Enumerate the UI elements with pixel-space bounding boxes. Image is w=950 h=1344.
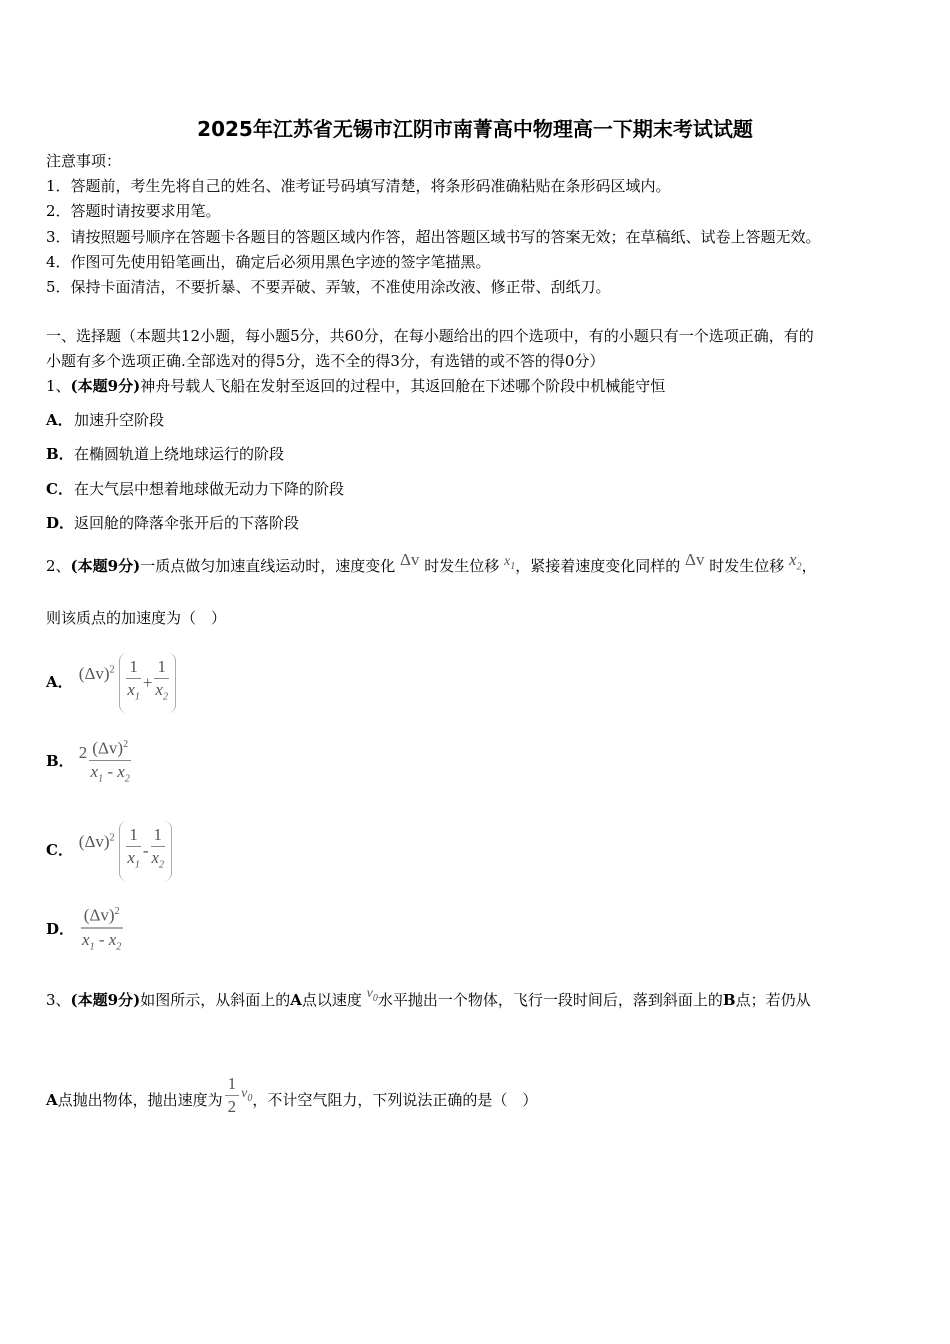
q-stem: ，紧接着速度变化同样的 <box>515 557 681 575</box>
math-dv: Δv <box>685 550 705 569</box>
option-label: B． <box>46 445 74 463</box>
q-stem: 如图所示，从斜面上的 <box>140 991 291 1009</box>
q-stem: 水平抛出一个物体，飞行一段时间后，落到斜面上的 <box>377 991 723 1009</box>
question-3-cont <box>46 1070 537 1130</box>
note-item: 1．答题前，考生先将自己的姓名、准考证号码填写清楚，将条形码准确粘贴在条形码区域内。 <box>46 177 671 195</box>
page-title: 2025年江苏省无锡市江阴市南菁高中物理高一下期末考试试题 <box>197 117 753 141</box>
q-number: 3、 <box>46 991 71 1009</box>
q1-option-d <box>46 513 299 533</box>
section-instructions: 一、选择题（本题共12小题，每小题5分，共60分，在每小题给出的四个选项中，有的小题只有一个选项正确，有的 <box>46 327 814 345</box>
math-v0: $v_0$ <box>366 986 378 1004</box>
q-number: 1、 <box>46 377 71 395</box>
formula: $(\Delta v)^2$ <box>78 663 115 683</box>
q-stem: 点；若仍从 <box>735 991 811 1009</box>
formula: $(\Delta v)^2$ <box>78 831 115 851</box>
note-item: 5．保持卡面清洁，不要折暴、不要弄破、弄皱，不准使用涂改液、修正带、刮纸刀。 <box>46 278 611 296</box>
formula: 2 <box>78 743 88 762</box>
math-half: $\frac{1}{2}$ <box>225 1073 240 1118</box>
q2-option-a <box>46 648 176 708</box>
option-label: A． <box>46 672 73 691</box>
formula-fraction: $\frac{(\Delta v)^2}{x_1 - x_2}$ <box>81 901 123 958</box>
q-stem: 点抛出物体，抛出速度为 <box>57 1091 223 1109</box>
q-number: 2、 <box>46 557 71 575</box>
point-label: A <box>46 1091 58 1109</box>
note-item: 4．作图可先使用铅笔画出，确定后必须用黑色字迹的签字笔描黑。 <box>46 253 491 271</box>
q-stem: 点以速度 <box>301 991 362 1009</box>
point-label: A <box>290 991 302 1009</box>
math-v0: $v_0$ <box>241 1086 253 1104</box>
q-stem: 神舟号载人飞船在发射至返回的过程中，其返回舱在下述哪个阶段中机械能守恒 <box>140 377 666 395</box>
notes-heading: 注意事项： <box>46 152 122 170</box>
q-stem: 一质点做匀加速直线运动时，速度变化 <box>140 557 396 575</box>
note-item: 2．答题时请按要求用笔。 <box>46 202 221 220</box>
q2-stem-2: 则该质点的加速度为（ ） <box>46 609 227 627</box>
math-x1: $x_1$ <box>504 554 516 572</box>
q1-option-b <box>46 444 284 464</box>
note-item: 3．请按照题号顺序在答题卡各题目的答题区域内作答，超出答题区域书写的答案无效；在草稿纸、试卷上答题无效。 <box>46 228 821 246</box>
question-1 <box>46 376 665 396</box>
section-instructions: 小题有多个选项正确.全部选对的得5分，选不全的得3分，有选错的或不答的得0分） <box>46 352 605 370</box>
formula-paren: $\frac{1}{x_1}$ + $\frac{1}{x_2}$ <box>119 653 176 713</box>
math-x2: $x_2$ <box>789 550 802 573</box>
option-label: A． <box>46 411 73 429</box>
q-points: (本题9分) <box>70 991 141 1009</box>
option-text: 在椭圆轨道上绕地球运行的阶段 <box>74 445 285 463</box>
option-text: 加速升空阶段 <box>74 411 165 429</box>
q1-option-a <box>46 410 164 430</box>
option-text: 返回舱的降落伞张开后的下落阶段 <box>74 514 300 532</box>
q-points: (本题9分) <box>70 377 141 395</box>
q-stem: 时发生位移 <box>424 557 500 575</box>
option-label: D． <box>46 920 75 938</box>
math-dv: Δv <box>399 550 420 569</box>
q-points: (本题9分) <box>70 557 141 575</box>
q2-option-d <box>46 899 125 959</box>
q-stem: 时发生位移 <box>709 557 785 575</box>
q2-option-c <box>46 816 172 876</box>
option-label: D． <box>46 514 75 532</box>
point-label: B <box>722 991 736 1009</box>
option-label: C． <box>46 840 73 859</box>
q2-option-b <box>46 731 133 791</box>
option-label: B． <box>46 752 74 770</box>
formula-paren: $\frac{1}{x_1}$ - $\frac{1}{x_2}$ <box>119 821 172 881</box>
formula-fraction: $\frac{(\Delta v)^2}{x_1 - x_2}$ <box>89 734 131 790</box>
question-2 <box>46 550 817 583</box>
question-3 <box>46 986 811 1017</box>
option-label: C． <box>46 480 73 498</box>
q1-option-c <box>46 479 344 499</box>
q-stem: ，不计空气阻力，下列说法正确的是（ ） <box>252 1091 538 1109</box>
option-text: 在大气层中想着地球做无动力下降的阶段 <box>74 480 345 498</box>
q-stem: ， <box>801 557 817 575</box>
